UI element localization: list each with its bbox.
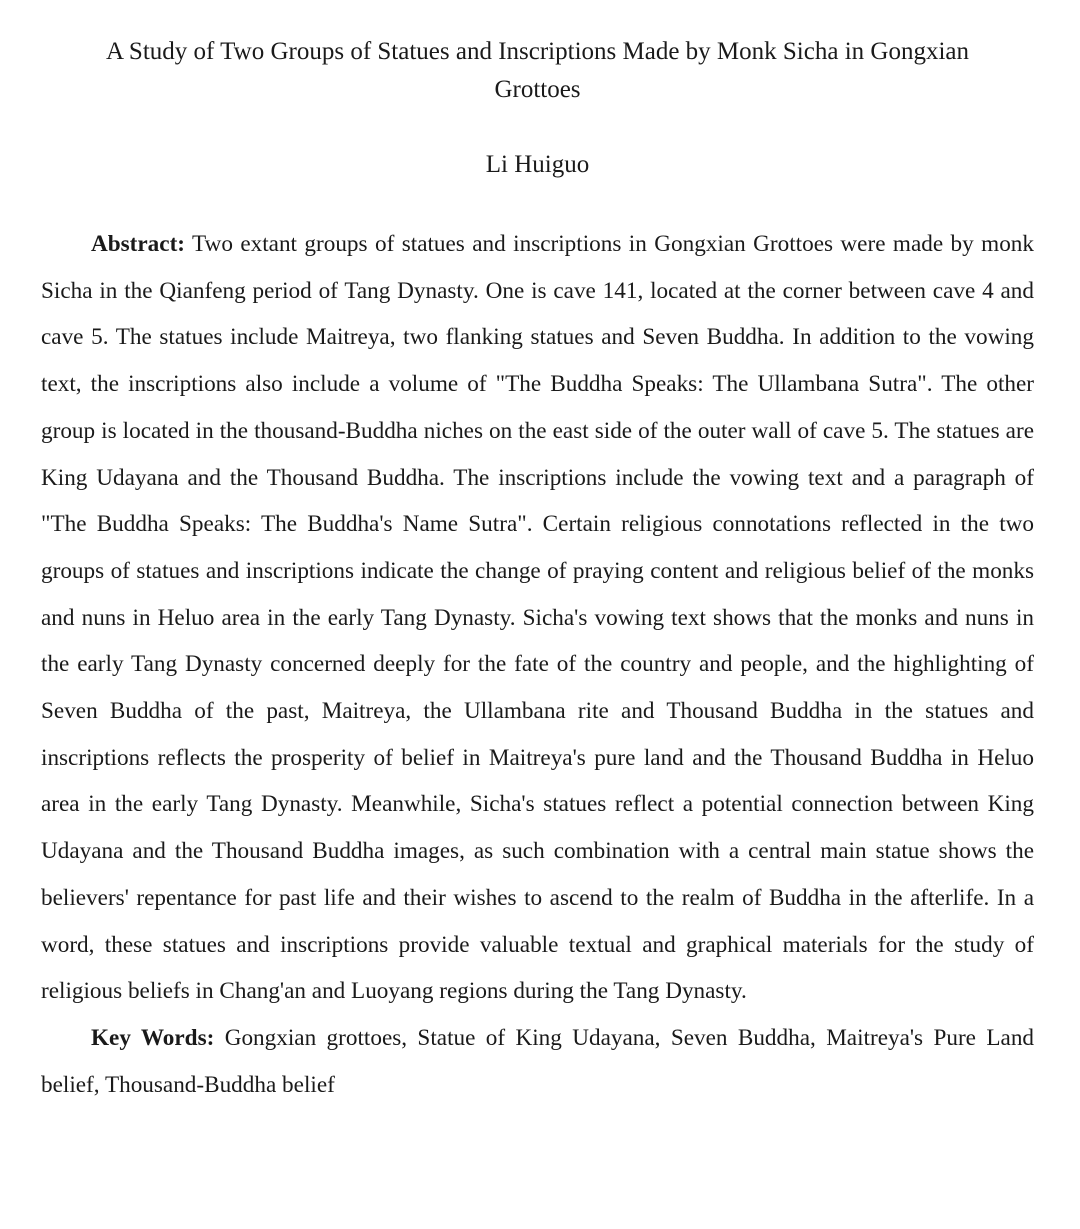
keywords-text: Gongxian grottoes, Statue of King Udayana, Seven Buddha, Maitreya's Pure Land belief, Thousand-Buddha belief [41, 1024, 1035, 1098]
abstract-label: Abstract: [91, 231, 186, 257]
paper-title: A Study of Two Groups of Statues and Inscriptions Made by Monk Sicha in Gongxian Grottoes [105, 38, 969, 103]
keywords-label: Key Words: [91, 1024, 215, 1051]
abstract-text: Two extant groups of statues and inscriptions in Gongxian Grottoes were made by monk Sicha in the Qianfeng period of Tang Dynasty. One is cave 141, located at the corner between cave 4 and cave 5. The statues include Maitreya, two flanking statues and Seven Buddha. In addition to the vowing text, the inscriptions also include a volume of "The Buddha Speaks: The Ullambana Sutra". The other group is located in the thousand-Buddha niches on the east side of the outer wall of cave 5. The statues are King Udayana and the Thousand Buddha. The inscriptions include the vowing text and a paragraph of "The Buddha Speaks: The Buddha's Name Sutra". Certain religious connotations reflected in the two groups of statues and inscriptions indicate the change of praying content and religious belief of the monks and nuns in Heluo area in the early Tang Dynasty. Sicha's vowing text shows that the monks and nuns in the early Tang Dynasty concerned deeply for the fate of the country and people, and the highlighting of Seven Buddha of the past, Maitreya, the Ullambana rite and Thousand Buddha in the statues and inscriptions reflects the prosperity of belief in Maitreya's pure land and the Thousand Buddha in Heluo area in the early Tang Dynasty. Meanwhile, Sicha's statues reflect a potential connection between King Udayana and the Thousand Buddha images, as such combination with a central main statue shows the believers' repentance for past life and their wishes to ascend to the realm of Buddha in the afterlife. In a word, these statues and inscriptions provide valuable textual and graphical materials for the study of religious beliefs in Chang'an and Luoyang regions during the Tang Dynasty. [41, 231, 1034, 1005]
paper-author: Li Huiguo [485, 151, 590, 178]
keywords-paragraph [41, 1015, 1034, 1108]
abstract-paragraph [41, 221, 1034, 1015]
